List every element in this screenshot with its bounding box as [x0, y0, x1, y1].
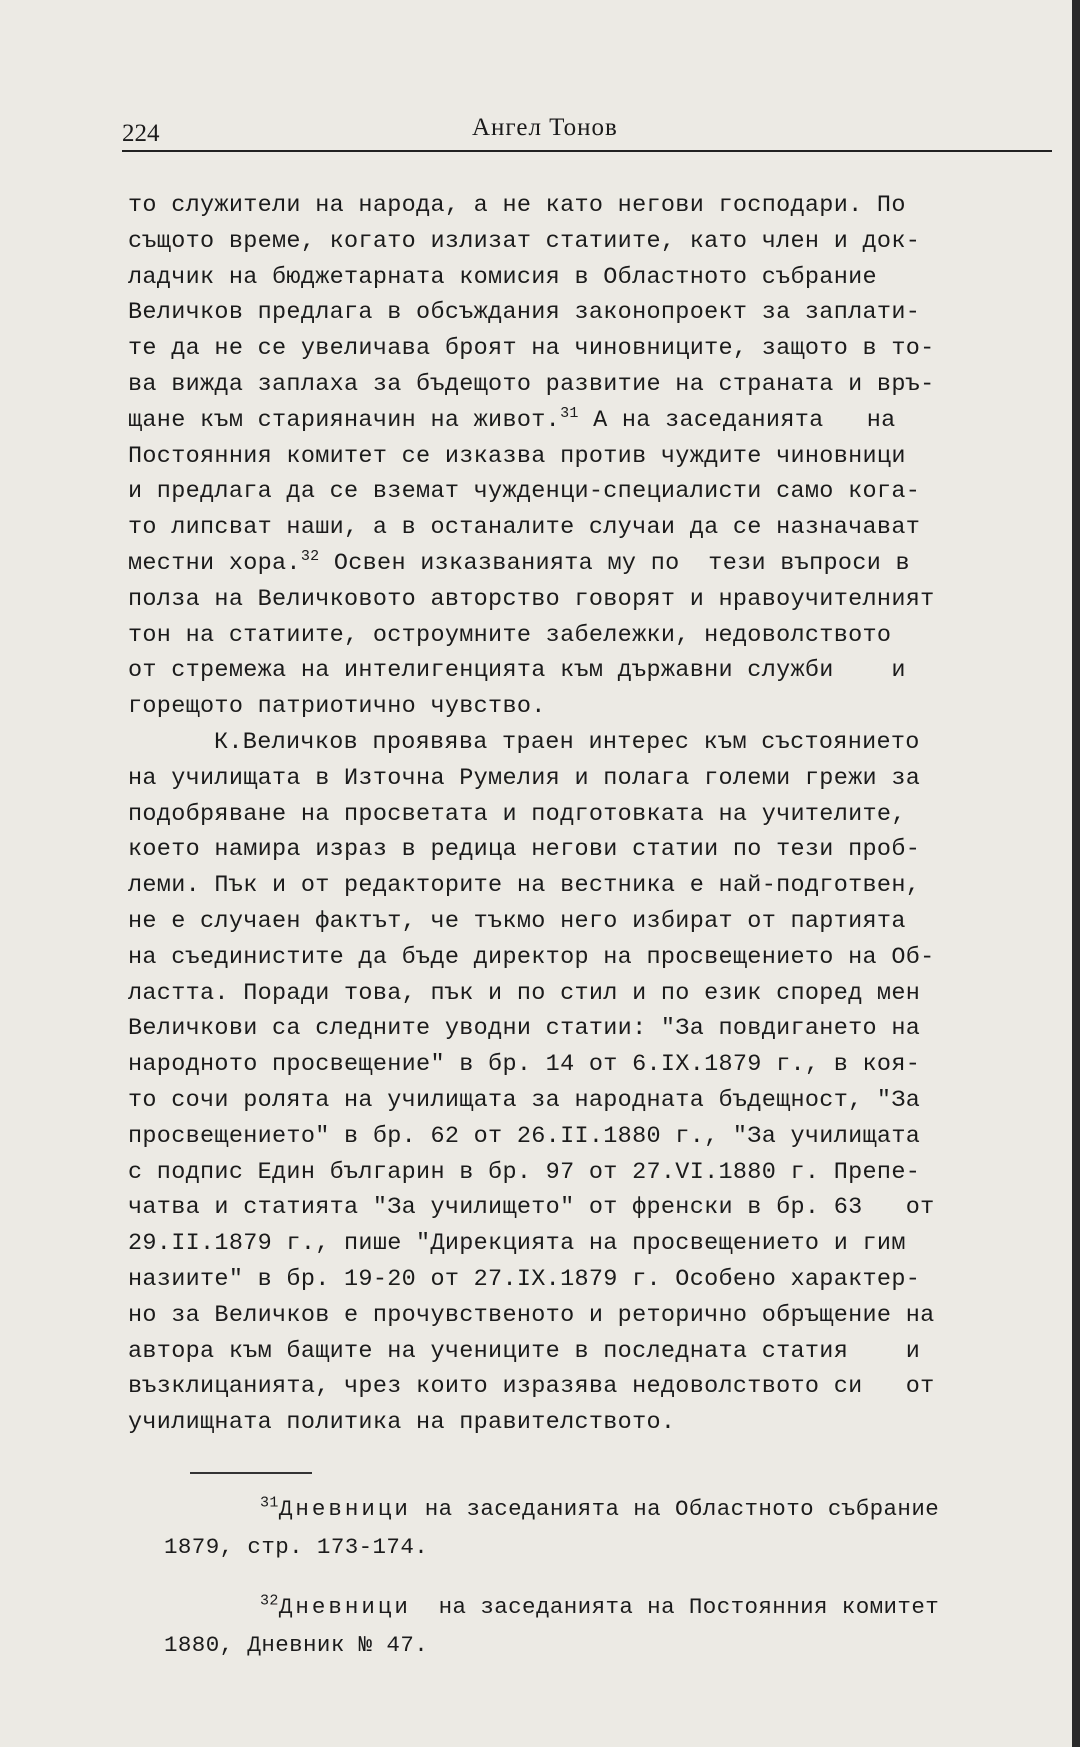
text-line [128, 403, 1050, 439]
text-line: от стремежа на интелигенцията към държавни служби и [128, 657, 906, 685]
footnote-lead: Дневници [278, 1594, 411, 1620]
text-line: но за Величков е прочувственото и реторично обръщение на [128, 1301, 935, 1329]
text-line: то сочи ролята на училищата за народната бъдещност, "За [128, 1086, 921, 1114]
text-line: не е случаен фактът, че тъкмо него избират от партията [128, 907, 906, 935]
footnote-32-line [164, 1588, 1064, 1626]
text-line: леми. Пък и от редакторите на вестника е най-подготвен, [128, 872, 921, 900]
text-line: Величкови са следните уводни статии: "За повдигането на [128, 1015, 921, 1043]
page-header [122, 112, 1052, 150]
text-line-start: местни хора. [128, 549, 301, 577]
text-line: чатва и статията "За училището" от френски в бр. 63 от [128, 1194, 935, 1222]
text-line: просвещението" в бр. 62 от 26.II.1880 г., "За училищата [128, 1122, 921, 1150]
page-edge-shadow [1072, 0, 1080, 1747]
text-line: назиите" в бр. 19-20 от 27.IX.1879 г. Особено характер- [128, 1265, 921, 1293]
text-line: 29.II.1879 г., пише "Дирекцията на просвещението и гим [128, 1230, 906, 1258]
text-line: подобряване на просветата и подготовката на учителите, [128, 800, 906, 828]
header-rule [122, 150, 1052, 152]
text-line: което намира израз в редица негови статии по тези проб- [128, 836, 921, 864]
footnote-text: на заседанията на Постоянния комитет [410, 1594, 940, 1620]
text-line: то служители на народа, а не като негови господари. По [128, 192, 906, 219]
text-line: училищната политика на правителството. [128, 1409, 676, 1437]
text-line: автора към бащите на учениците в последната статия и [128, 1337, 921, 1365]
text-line: ладчик на бюджетарната комисия в Областното събрание [128, 263, 877, 291]
text-line: и предлага да се вземат чужденци-специалисти само кога- [128, 478, 921, 506]
text-line: възклицанията, чрез които изразява недоволството си от [128, 1373, 935, 1401]
footnote-rule [190, 1472, 312, 1474]
text-line [128, 546, 1050, 582]
text-line: то липсват наши, а в останалите случаи да се назначават [128, 514, 921, 542]
text-line: Постоянния комитет се изказва против чуждите чиновници [128, 442, 906, 470]
text-line: народното просвещение" в бр. 14 от 6.IX.1879 г., в коя- [128, 1051, 921, 1079]
footnote-number: 32 [260, 1592, 279, 1610]
text-line: ластта. Поради това, пък и по стил и по език според мен [128, 979, 921, 1007]
footnote-31-line [164, 1490, 1064, 1528]
text-line: на съединистите да бъде директор на просвещението на Об- [128, 943, 935, 971]
running-head: Ангел Тонов [472, 114, 618, 141]
footnote-number: 31 [260, 1494, 279, 1512]
footnote-ref-31[interactable]: 31 [560, 404, 579, 422]
footnote-31-continuation: 1879, стр. 173-174. [164, 1534, 429, 1560]
text-line: същото време, когато излизат статиите, като член и док- [128, 227, 921, 255]
footnote-ref-32[interactable]: 32 [300, 548, 320, 566]
footnote-lead: Дневници [278, 1496, 411, 1522]
text-line: с подпис Един българин в бр. 97 от 27.VI.1880 г. Препе- [128, 1158, 921, 1186]
text-line: тон на статиите, остроумните забележки, недоволството [128, 621, 892, 649]
paragraph-start-line: К.Величков проявява траен интерес към състоянието [214, 728, 920, 756]
footnote-32-continuation: 1880, Дневник № 47. [164, 1632, 429, 1658]
text-line: горещото патриотично чувство. [128, 693, 546, 721]
text-line-end: А на заседанията на [578, 406, 896, 434]
text-line: те да не се увеличава броят на чиновниците, защото в то- [128, 335, 935, 363]
text-line: Величков предлага в обсъждания законопроект за заплати- [128, 299, 921, 327]
body-text [128, 188, 1050, 1441]
text-line-start: щане към старияначин на живот. [128, 406, 561, 434]
text-line: полза на Величковото авторство говорят и нравоучителният [128, 585, 935, 613]
text-line: ва вижда заплаха за бъдещото развитие на страната и връ- [128, 370, 935, 398]
page-number: 224 [122, 120, 160, 147]
text-line-end: Освен изказванията му по тези въпроси в [319, 549, 910, 577]
footnote-text: на заседанията на Областното събрание [410, 1496, 940, 1522]
text-line: на училищата в Източна Румелия и полага големи грежи за [128, 764, 921, 792]
footnotes [164, 1490, 1064, 1664]
